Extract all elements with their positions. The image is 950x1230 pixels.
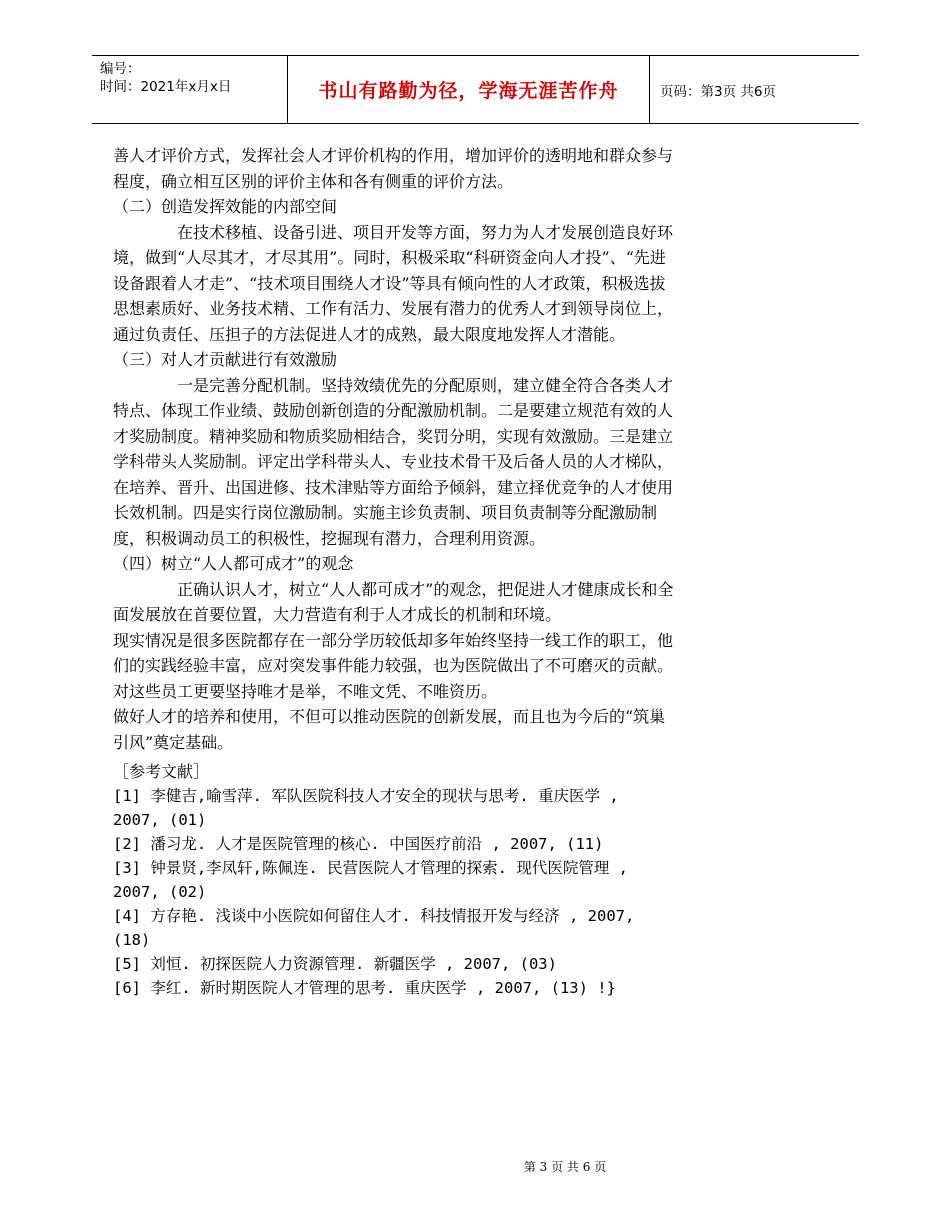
section-heading: （四）树立“人人都可成才”的观念 bbox=[113, 554, 354, 573]
document-body bbox=[113, 143, 773, 755]
document-number-label: 编号： bbox=[100, 61, 141, 77]
body-line: 做好人才的培养和使用，不但可以推动医院的创新发展，而且也为今后的“筑巢 bbox=[113, 707, 666, 726]
header-divider bbox=[649, 56, 650, 123]
reference-item: [2] 潘习龙. 人才是医院管理的核心. 中国医疗前沿 , 2007, (11) bbox=[113, 835, 604, 853]
body-line: 思想素质好、业务技术精、工作有活力、发展有潜力的优秀人才到领导岗位上， bbox=[113, 299, 674, 318]
header-page-number: 页码：第3页 共6页 bbox=[660, 84, 776, 100]
header-motto: 书山有路勤为径，学海无涯苦作舟 bbox=[318, 80, 619, 102]
document-time-label: 时间：2021年x月x日 bbox=[100, 79, 232, 95]
body-line: 一是完善分配机制。坚持效绩优先的分配原则，建立健全符合各类人才 bbox=[177, 375, 674, 395]
reference-item: 2007, (02) bbox=[113, 883, 207, 901]
body-line: 长效机制。四是实行岗位激励制。实施主诊负责制、项目负责制等分配激励制 bbox=[113, 503, 658, 522]
reference-item: [6] 李红. 新时期医院人才管理的思考. 重庆医学 , 2007, (13) !} bbox=[113, 979, 616, 997]
reference-item: [5] 刘恒. 初探医院人力资源管理. 新疆医学 , 2007, (03) bbox=[113, 955, 557, 973]
body-line: 度，积极调动员工的积极性，挖掘现有潜力，合理利用资源。 bbox=[113, 528, 546, 548]
body-line: 学科带头人奖励制。评定出学科带头人、专业技术骨干及后备人员的人才梯队， bbox=[113, 452, 674, 471]
reference-item: (18) bbox=[113, 931, 151, 949]
reference-item: 2007, (01) bbox=[113, 811, 207, 829]
reference-item: [1] 李健吉,喻雪萍. 军队医院科技人才安全的现状与思考. 重庆医学 , bbox=[113, 787, 619, 805]
reference-item: [4] 方存艳. 浅谈中小医院如何留住人才. 科技情报开发与经济 , 2007, bbox=[113, 907, 635, 925]
body-line: 境，做到“人尽其才，才尽其用”。同时，积极采取“科研资金向人才投”、“先进 bbox=[113, 248, 666, 267]
body-line: 在技术移植、设备引进、项目开发等方面，努力为人才发展创造良好环 bbox=[177, 222, 674, 242]
references-heading: ［参考文献］ bbox=[113, 762, 210, 781]
section-heading: （三）对人才贡献进行有效激励 bbox=[113, 350, 338, 369]
body-line: 正确认识人才，树立“人人都可成才”的观念，把促进人才健康成长和全 bbox=[177, 579, 674, 599]
body-line: 程度，确立相互区别的评价主体和各有侧重的评价方法。 bbox=[113, 171, 514, 191]
references-section bbox=[113, 760, 634, 1000]
body-line: 现实情况是很多医院都存在一部分学历较低却多年始终坚持一线工作的职工，他 bbox=[113, 630, 674, 650]
body-line: 特点、体现工作业绩、鼓励创新创造的分配激励机制。二是要建立规范有效的人 bbox=[113, 401, 674, 420]
footer-page-number: 第 3 页 共 6 页 bbox=[523, 1160, 607, 1174]
body-line: 通过负责任、压担子的方法促进人才的成熟，最大限度地发挥人才潜能。 bbox=[113, 324, 626, 344]
body-line: 们的实践经验丰富，应对突发事件能力较强，也为医院做出了不可磨灭的贡献。 bbox=[113, 656, 674, 675]
reference-item: [3] 钟景贤,李凤轩,陈佩连. 民营医院人才管理的探索. 现代医院管理 , bbox=[113, 859, 628, 877]
header-meta bbox=[100, 60, 231, 96]
body-line: 设备跟着人才走”、“技术项目围绕人才设”等具有倾向性的人才政策，积极选拔 bbox=[113, 273, 666, 293]
body-line: 在培养、晋升、出国进修、技术津贴等方面给予倾斜，建立择优竞争的人才使用 bbox=[113, 477, 674, 497]
page-footer bbox=[0, 1158, 950, 1175]
body-line: 对这些员工更要坚持唯才是举，不唯文凭、不唯资历。 bbox=[113, 681, 498, 701]
body-line: 善人才评价方式，发挥社会人才评价机构的作用，增加评价的透明地和群众参与 bbox=[113, 146, 674, 165]
body-line: 面发展放在首要位置，大力营造有利于人才成长的机制和环境。 bbox=[113, 605, 562, 624]
page-header bbox=[92, 55, 859, 124]
section-heading: （二）创造发挥效能的内部空间 bbox=[113, 197, 338, 216]
body-line: 才奖励制度。精神奖励和物质奖励相结合，奖罚分明，实现有效激励。三是建立 bbox=[113, 426, 674, 446]
body-line: 引风”奠定基础。 bbox=[113, 732, 234, 752]
